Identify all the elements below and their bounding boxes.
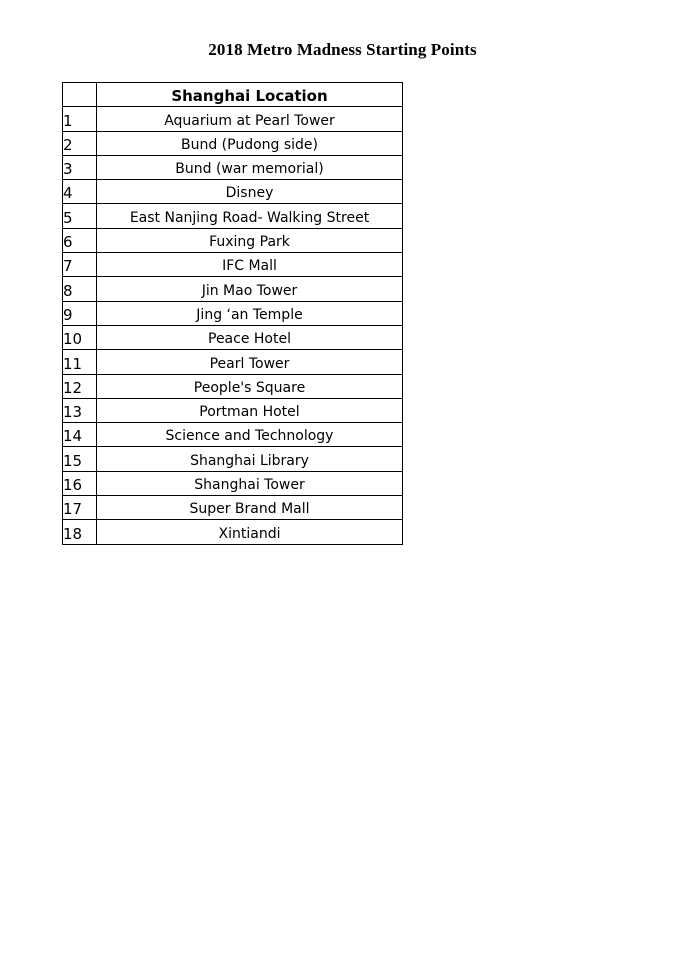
table-row [63, 374, 403, 398]
row-number: 12 [63, 374, 97, 398]
row-location: Jing ‘an Temple [97, 301, 403, 325]
row-number: 18 [63, 520, 97, 544]
row-number: 9 [63, 301, 97, 325]
row-location: IFC Mall [97, 253, 403, 277]
row-number: 7 [63, 253, 97, 277]
table-row [63, 107, 403, 131]
row-number: 16 [63, 471, 97, 495]
table-row [63, 228, 403, 252]
row-location: Pearl Tower [97, 350, 403, 374]
table-row [63, 350, 403, 374]
row-location: People's Square [97, 374, 403, 398]
starting-points-table [62, 82, 403, 545]
table-header-row [63, 83, 403, 107]
row-location: Aquarium at Pearl Tower [97, 107, 403, 131]
table-row [63, 253, 403, 277]
table-row [63, 471, 403, 495]
row-location: Fuxing Park [97, 228, 403, 252]
page-title: 2018 Metro Madness Starting Points [208, 40, 477, 59]
row-number: 5 [63, 204, 97, 228]
table-row [63, 155, 403, 179]
row-number: 13 [63, 398, 97, 422]
row-number: 17 [63, 496, 97, 520]
row-location: Shanghai Library [97, 447, 403, 471]
row-location: Peace Hotel [97, 325, 403, 349]
row-number: 8 [63, 277, 97, 301]
table-row [63, 131, 403, 155]
table-row [63, 277, 403, 301]
row-number: 4 [63, 180, 97, 204]
row-location: Disney [97, 180, 403, 204]
row-number: 14 [63, 423, 97, 447]
row-location: Super Brand Mall [97, 496, 403, 520]
table-row [63, 520, 403, 544]
table-row [63, 180, 403, 204]
row-location: Bund (war memorial) [97, 155, 403, 179]
row-number: 15 [63, 447, 97, 471]
table-row [63, 301, 403, 325]
table-row [63, 423, 403, 447]
row-location: Portman Hotel [97, 398, 403, 422]
table-row [63, 496, 403, 520]
row-location: Shanghai Tower [97, 471, 403, 495]
row-location: Xintiandi [97, 520, 403, 544]
row-number: 3 [63, 155, 97, 179]
table-row [63, 325, 403, 349]
table-row [63, 447, 403, 471]
row-location: Bund (Pudong side) [97, 131, 403, 155]
row-number: 10 [63, 325, 97, 349]
number-column-header [63, 83, 97, 107]
row-location: Jin Mao Tower [97, 277, 403, 301]
table-row [63, 204, 403, 228]
row-number: 11 [63, 350, 97, 374]
row-number: 2 [63, 131, 97, 155]
row-location: Science and Technology [97, 423, 403, 447]
location-column-header: Shanghai Location [97, 83, 403, 107]
row-number: 6 [63, 228, 97, 252]
table-row [63, 398, 403, 422]
row-number: 1 [63, 107, 97, 131]
row-location: East Nanjing Road- Walking Street [97, 204, 403, 228]
